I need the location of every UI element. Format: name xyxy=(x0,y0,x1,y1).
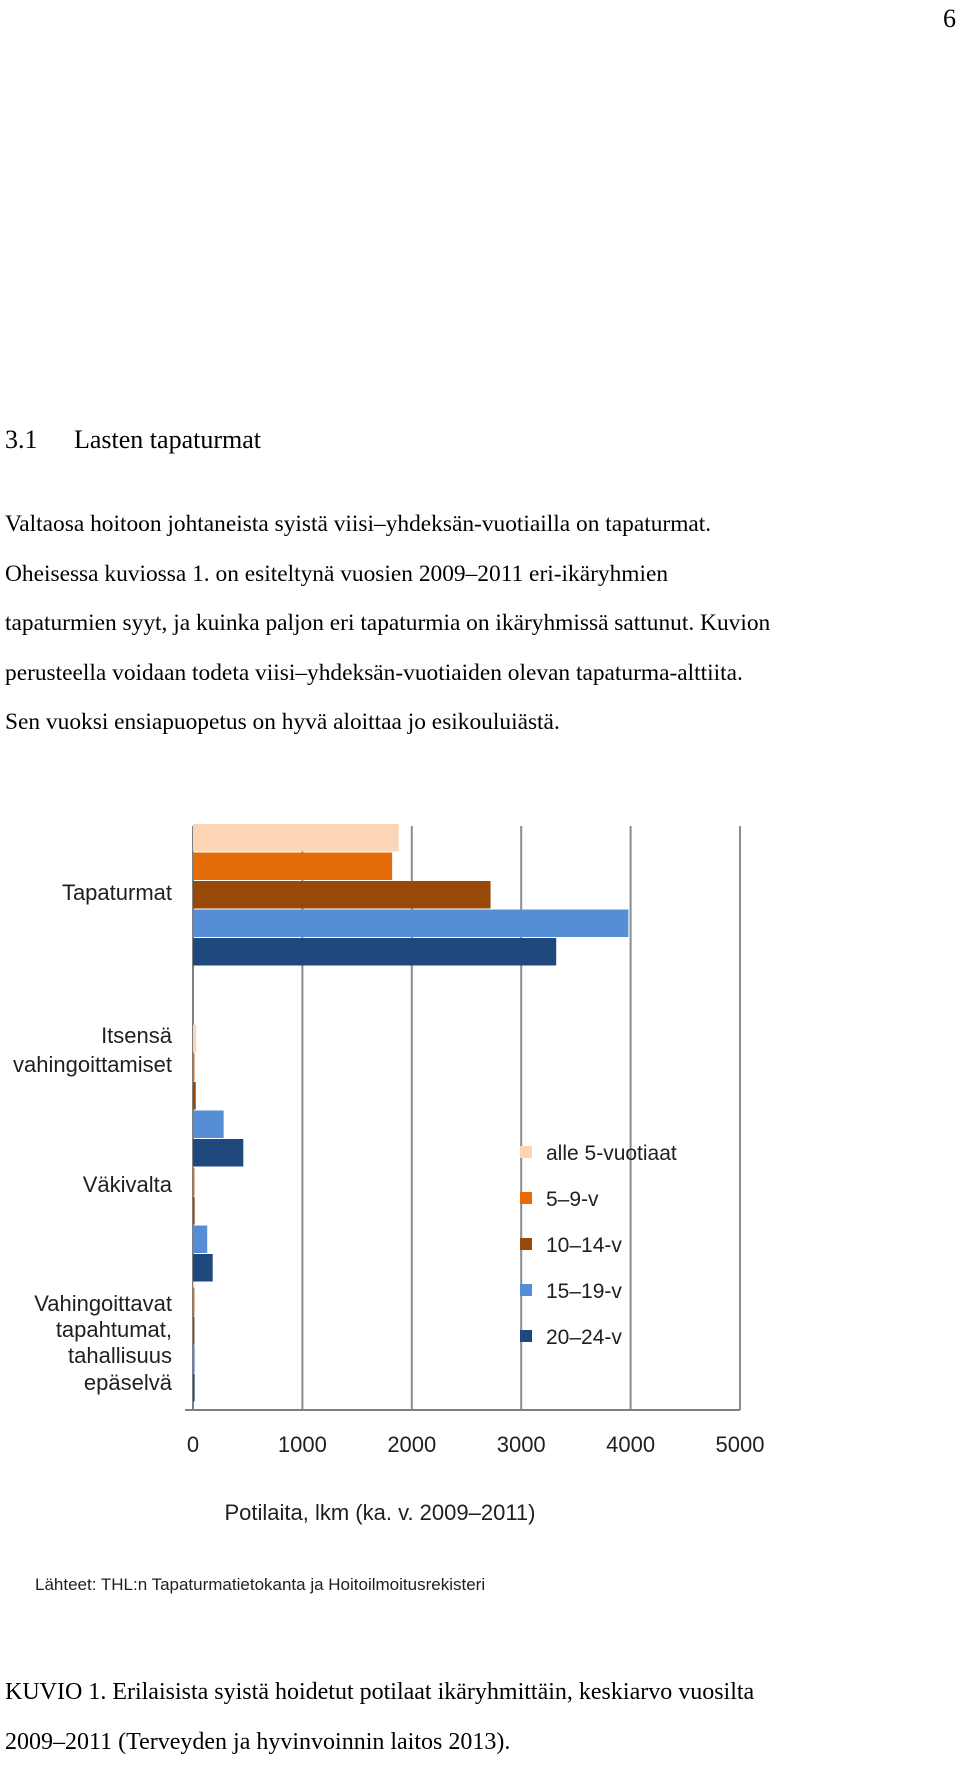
category-label: tahallisuus xyxy=(68,1343,172,1368)
section-title: Lasten tapaturmat xyxy=(74,425,261,454)
bar-4 xyxy=(193,910,628,938)
bar-4 xyxy=(193,1346,195,1374)
legend-swatch xyxy=(520,1330,532,1342)
bar-5 xyxy=(193,938,556,966)
bar-1 xyxy=(193,1025,196,1053)
body-paragraph xyxy=(5,500,960,748)
bar-3 xyxy=(193,1317,195,1345)
paragraph-line: tapaturmien syyt, ja kuinka paljon eri tapaturmia on ikäryhmissä sattunut. Kuvion xyxy=(5,610,771,637)
category-label: epäselvä xyxy=(83,1370,172,1395)
bar-5 xyxy=(193,1374,195,1402)
category-label: Väkivalta xyxy=(82,1172,172,1197)
legend-swatch xyxy=(520,1284,532,1296)
legend-swatch xyxy=(520,1192,532,1204)
legend-label: alle 5-vuotiaat xyxy=(546,1142,677,1165)
bar-1 xyxy=(193,824,399,852)
x-axis-title: Potilaita, lkm (ka. v. 2009–2011) xyxy=(224,1500,536,1525)
x-tick-label: 4000 xyxy=(606,1432,656,1457)
figure-caption xyxy=(5,1668,960,1767)
bar-3 xyxy=(193,1082,196,1110)
caption-line: 2009–2011 (Terveyden ja hyvinvoinnin laitos 2013). xyxy=(5,1728,511,1755)
category-label: Vahingoittavat xyxy=(34,1291,172,1316)
bar-3 xyxy=(193,881,491,909)
bar-2 xyxy=(193,1054,195,1082)
category-label: tapahtumat, xyxy=(55,1317,172,1342)
paragraph-line: perusteella voidaan todeta viisi–yhdeksän-vuotiaiden olevan tapaturma-alttiita. xyxy=(5,659,743,686)
paragraph-line: Sen vuoksi ensiapuopetus on hyvä aloittaa jo esikouluiästä. xyxy=(5,709,560,736)
legend-swatch xyxy=(520,1238,532,1250)
legend-label: 15–19-v xyxy=(546,1280,622,1303)
bar-4 xyxy=(193,1111,224,1139)
bar-5 xyxy=(193,1139,243,1167)
bar-3 xyxy=(193,1197,195,1225)
injury-causes-bar-chart xyxy=(0,810,960,1600)
source-note: Lähteet: THL:n Tapaturmatietokanta ja Hoitoilmoitusrekisteri xyxy=(35,1575,486,1594)
x-tick-label: 1000 xyxy=(277,1432,327,1457)
legend-swatch xyxy=(520,1146,532,1158)
x-tick-label: 2000 xyxy=(387,1432,437,1457)
bar-2 xyxy=(193,853,392,881)
legend-label: 5–9-v xyxy=(546,1188,599,1211)
page-number: 6 xyxy=(943,4,956,33)
legend-label: 10–14-v xyxy=(546,1234,622,1257)
section-heading xyxy=(5,425,261,455)
legend-label: 20–24-v xyxy=(546,1326,622,1349)
section-number: 3.1 xyxy=(5,425,38,454)
category-label: vahingoittamiset xyxy=(13,1052,172,1077)
bar-2 xyxy=(193,1169,195,1197)
paragraph-line: Oheisessa kuviossa 1. on esiteltynä vuosien 2009–2011 eri-ikäryhmien xyxy=(5,560,669,587)
category-label: Tapaturmat xyxy=(61,880,172,905)
x-tick-label: 5000 xyxy=(715,1432,765,1457)
category-label: Itsensä xyxy=(101,1023,172,1048)
caption-line: KUVIO 1. Erilaisista syistä hoidetut potilaat ikäryhmittäin, keskiarvo vuosilta xyxy=(5,1679,755,1705)
bar-2 xyxy=(193,1289,195,1317)
paragraph-line: Valtaosa hoitoon johtaneista syistä viisi–yhdeksän-vuotiailla on tapaturmat. xyxy=(5,511,712,537)
bar-5 xyxy=(193,1254,213,1282)
x-tick-label: 0 xyxy=(186,1432,200,1457)
x-tick-label: 3000 xyxy=(496,1432,546,1457)
bar-4 xyxy=(193,1226,207,1254)
